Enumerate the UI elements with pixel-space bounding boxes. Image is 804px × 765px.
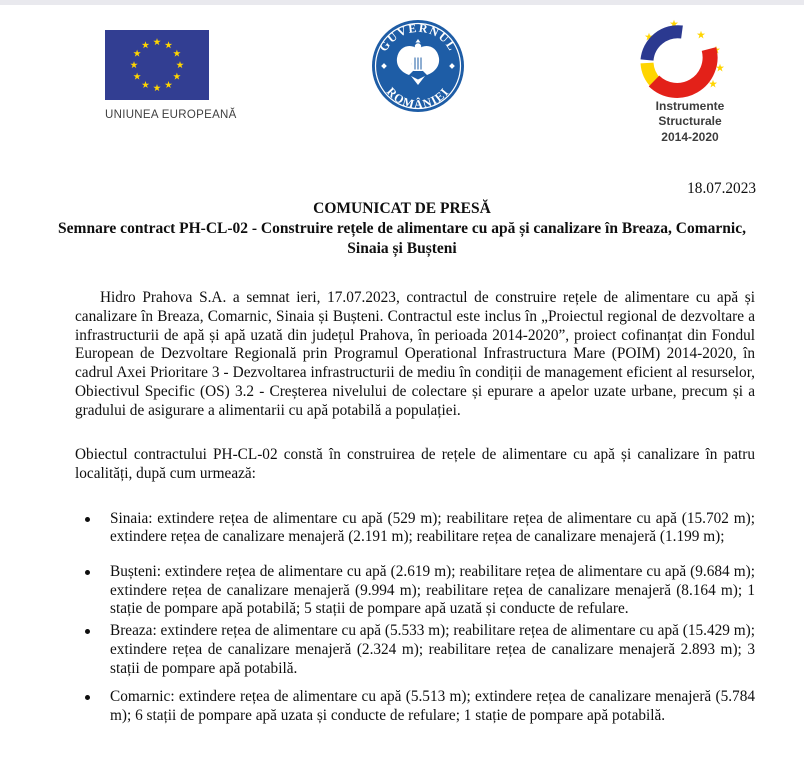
document-date: 18.07.2023	[687, 180, 756, 197]
list-item-breaza: Breaza: extindere rețea de alimentare cu apă (5.533 m); reabilitare rețea de alimentare cu apă (15.429 m); extindere rețea de canalizare menajeră (2.324 m); reabilitare rețea de canalizare menajeră 2.893 m); 3 stații de pompare apă potabilă.	[75, 622, 755, 678]
government-seal-icon	[372, 20, 464, 112]
list-item-comarnic: Comarnic: extindere rețea de alimentare cu apă (5.513 m); extindere rețea de canalizare menajeră (5.784 m); 6 stații de pompare apă uzata și conducte de refulare; 1 stație de pompare apă potabilă.	[75, 688, 755, 725]
eu-logo	[105, 30, 237, 121]
localities-bullet-list	[75, 510, 755, 726]
government-seal-text-top: GUVERNUL	[376, 20, 460, 54]
logo-band	[0, 5, 804, 144]
intro-paragraph: Hidro Prahova S.A. a semnat ieri, 17.07.2023, contractul de construire rețele de alimentare cu apă și canalizare în Breaza, Comarnic, Sinaia și Bușteni. Contractul este inclus în „Proiectul regional de dezvoltare a infrastructurii de apă și apă uzată din județul Prahova, în perioada 2014-2020”, proiect cofinanțat din Fondul European de Dezvoltare Regională prin Programul Operational Infrastructura Mare (POIM) 2014-2020, în cadrul Axei Prioritare 3 - Dezvoltarea infrastructurii de mediu în condiții de management eficient al resurselor, Obiectivul Specific (OS) 3.2 - Creșterea nivelului de colectare și epurare a apelor uzate urbane, precum și a gradului de asigurare a alimentarii cu apă potabilă a populației.	[75, 289, 755, 419]
eu-flag-icon	[105, 30, 209, 100]
list-item-busteni: Bușteni: extindere rețea de alimentare cu apă (2.619 m); reabilitare rețea de alimentare cu apă (9.684 m); extindere rețea de canalizare menajeră (9.994 m); reabilitare rețea de canalizare menajeră (8.164 m); 1 stație de pompare apă potabilă; 5 stații de pompare apă uzată și conducte de refulare.	[75, 563, 755, 619]
document-title: COMUNICAT DE PRESĂ	[313, 200, 491, 217]
structural-instruments-icon	[630, 18, 750, 98]
eu-logo-label: UNIUNEA EUROPEANĂ	[105, 109, 237, 121]
government-logo	[372, 20, 464, 112]
contract-object-paragraph: Obiectul contractului PH-CL-02 constă în construirea de rețele de alimentare cu apă și canalizare în patru localități, după cum urmează:	[75, 446, 755, 482]
government-seal-text-bottom: ROMÂNIEI	[383, 84, 453, 112]
document-body	[75, 289, 755, 725]
structural-instruments-logo	[627, 18, 753, 145]
structural-instruments-label-line1: Instrumente Structurale	[655, 99, 725, 128]
title-block	[0, 200, 804, 259]
document-subtitle: Semnare contract PH-CL-02 - Construire rețele de alimentare cu apă și canalizare în Breaza, Comarnic, Sinaia și Bușteni	[58, 220, 746, 258]
structural-instruments-label-line2: 2014-2020	[661, 130, 719, 144]
list-item-sinaia: Sinaia: extindere rețea de alimentare cu apă (529 m); reabilitare rețea de alimentare cu apă (15.702 m); extindere rețea de canalizare menajeră (2.191 m); reabilitare rețea de canalizare menajeră (1.199 m);	[75, 510, 755, 547]
